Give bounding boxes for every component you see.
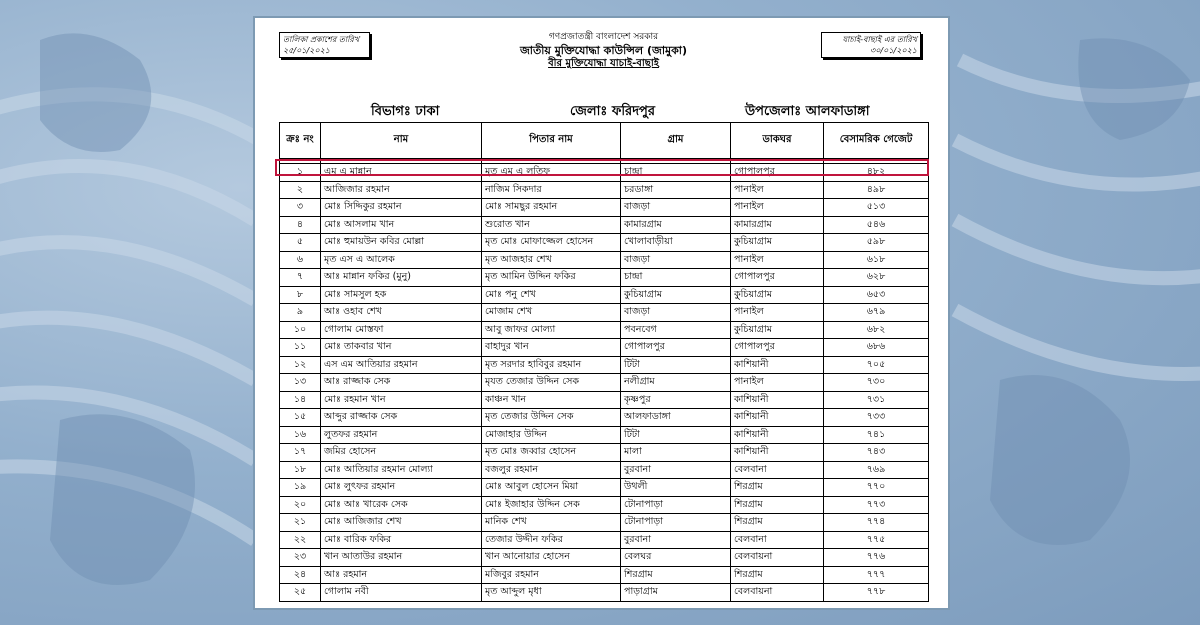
table-row [280,216,929,234]
table-row [280,566,929,584]
cell-gazette: ৭৭৪ [824,514,929,532]
cell-serial: ৮ [280,286,321,304]
cell-serial: ৪ [280,216,321,234]
cell-father-name: বজলুর রহমান [482,461,621,479]
cell-serial: ৩ [280,199,321,217]
cell-name: আঃ ওহাব শেখ [321,304,482,322]
cell-father-name: শুরোত খান [482,216,621,234]
column-header-gazette: বেসামরিক গেজেট [824,123,929,159]
cell-village: কৃষ্ণপুর [621,391,731,409]
table-row [280,391,929,409]
cell-name: মোঃ সামসুল হক [321,286,482,304]
cell-name: মোঃ তাকবার খান [321,339,482,357]
cell-post-office: কামারগ্রাম [731,216,824,234]
cell-village: খোলাবাড়ীয়া [621,234,731,252]
cell-father-name: মৃত মোঃ জব্বার হোসেন [482,444,621,462]
table-row [280,251,929,269]
cell-serial: ১৭ [280,444,321,462]
cell-serial: ২ [280,181,321,199]
cell-post-office: বেলবানা [731,461,824,479]
column-header-father-name: পিতার নাম [482,123,621,159]
cell-village: বুরবানা [621,461,731,479]
publish-date-value: ২৫/০১/২০২১ [283,46,330,55]
cell-post-office: কাশিয়ানী [731,444,824,462]
cell-post-office: কু্চিয়াগ্রাম [731,286,824,304]
cell-post-office: গোপালপুর [731,339,824,357]
verification-title: বীর মুক্তিযোদ্ধা যাচাই-বাছাই [548,58,659,69]
cell-gazette: ৭৭৬ [824,549,929,567]
cell-name: লুতফর রহমান [321,426,482,444]
cell-gazette: ৬২৮ [824,269,929,287]
cell-post-office: কাশিয়ানী [731,391,824,409]
cell-name: মৃত এস এ আলেক [321,251,482,269]
cell-village: বাজড়া [621,304,731,322]
cell-post-office: কাশিয়ানী [731,426,824,444]
cell-post-office: শিরগ্রাম [731,514,824,532]
column-header-name: নাম [321,123,482,159]
column-header-post-office: ডাকঘর [731,123,824,159]
table-row [280,584,929,602]
cell-serial: ৭ [280,269,321,287]
cell-father-name: নাজিম সিকদার [482,181,621,199]
cell-serial: ১৪ [280,391,321,409]
cell-gazette: ৭৩১ [824,391,929,409]
cell-post-office: কুচিয়াগ্রাম [731,321,824,339]
cell-father-name: মোঃ আবুল হোসেন মিয়া [482,479,621,497]
cell-village: গোপালপুর [621,339,731,357]
cell-serial: ১৮ [280,461,321,479]
cell-gazette: ৭৪৩ [824,444,929,462]
cell-village: নলীগ্রাম [621,374,731,392]
cell-serial: ২৫ [280,584,321,602]
cell-village: বুরবানা [621,531,731,549]
cell-village: কামারগ্রাম [621,216,731,234]
cell-serial: ৯ [280,304,321,322]
cell-gazette: ৫৯৮ [824,234,929,252]
cell-serial: ৬ [280,251,321,269]
cell-gazette: ৬৮২ [824,321,929,339]
cell-post-office: শিরগ্রাম [731,566,824,584]
table-row [280,549,929,567]
table-row [280,269,929,287]
cell-village: বাজড়া [621,199,731,217]
cell-village: বাজড়া [621,251,731,269]
cell-name: জমির হোসেন [321,444,482,462]
cell-gazette: ৭৭০ [824,479,929,497]
table-row [280,234,929,252]
cell-village: চান্দ্রা [621,269,731,287]
cell-village: চরডাঙ্গা [621,181,731,199]
cell-name: আব্দুর রাজ্জাক সেক [321,409,482,427]
cell-post-office: বেলবানা [731,531,824,549]
cell-post-office: পানাইল [731,251,824,269]
cell-father-name: মানিক শেখ [482,514,621,532]
cell-name: আঃ রাজ্জাক সেক [321,374,482,392]
cell-post-office: পানাইল [731,199,824,217]
council-title: জাতীয় মুক্তিযোদ্ধা কাউন্সিল (জামুকা) [519,44,688,57]
cell-post-office: গোপালপুর [731,269,824,287]
cell-gazette: ৭৩০ [824,374,929,392]
cell-village: পবনবেগ [621,321,731,339]
cell-post-office: পানাইল [731,374,824,392]
cell-father-name: মৃত আব্দুল মৃধা [482,584,621,602]
cell-father-name: আবু জাফর মোল্যা [482,321,621,339]
verification-date-value: ৩০/০১/২০২১ [870,46,917,55]
cell-post-office: গোপালপুর [731,164,824,182]
cell-name: মোঃ বারিক ফকির [321,531,482,549]
cell-village: টিটা [621,356,731,374]
table-row [280,444,929,462]
table-row [280,409,929,427]
table-row [280,199,929,217]
table-row [280,374,929,392]
cell-father-name: মোজাম শেখ [482,304,621,322]
cell-name: মোঃ আঃ খারেক সেক [321,496,482,514]
table-row [280,321,929,339]
cell-gazette: ৭৬৯ [824,461,929,479]
cell-gazette: ৭০৫ [824,356,929,374]
cell-serial: ২৩ [280,549,321,567]
cell-gazette: ৬৭৯ [824,304,929,322]
cell-village: আলফাডাঙ্গা [621,409,731,427]
cell-father-name: মৃত তেজার উদ্দিন সেক [482,409,621,427]
cell-father-name: মৃত মোঃ মোফাজ্জেল হোসেন [482,234,621,252]
cell-gazette: ৫৪৬ [824,216,929,234]
table-row [280,181,929,199]
cell-father-name: মোঃ সামছুর রহমান [482,199,621,217]
table-row [280,304,929,322]
cell-name: মোঃ রহমান খান [321,391,482,409]
cell-village: বেলঘর [621,549,731,567]
table-header-row [280,123,929,159]
cell-gazette: ৬৮৬ [824,339,929,357]
table-row [280,496,929,514]
cell-gazette: ৪৮২ [824,164,929,182]
cell-gazette: ৭৩৩ [824,409,929,427]
cell-serial: ১১ [280,339,321,357]
cell-serial: ২২ [280,531,321,549]
cell-name: আজিজার রহমান [321,181,482,199]
cell-father-name: মজিবুর রহমান [482,566,621,584]
table-row [280,479,929,497]
cell-serial: ১ [280,164,321,182]
cell-name: মোঃ হুমায়উন কবির মোল্লা [321,234,482,252]
cell-gazette: ৬৫৩ [824,286,929,304]
cell-name: গোলাম নবী [321,584,482,602]
cell-name: মোঃ সিদ্দিকুর রহমান [321,199,482,217]
cell-father-name: মৃত এম এ লতিফ [482,164,621,182]
cell-post-office: কাশিয়ানী [731,409,824,427]
cell-gazette: ৪৯৮ [824,181,929,199]
cell-village: শিরগ্রাম [621,566,731,584]
cell-post-office: কাশিয়ানী [731,356,824,374]
cell-village: টোনাপাড়া [621,496,731,514]
cell-serial: ১৬ [280,426,321,444]
cell-village: চান্দ্রা [621,164,731,182]
cell-serial: ২০ [280,496,321,514]
cell-village: পাড়াগ্রাম [621,584,731,602]
table-row [280,164,929,182]
cell-father-name: তেজার উদ্দীন ফকির [482,531,621,549]
cell-serial: ২১ [280,514,321,532]
cell-father-name: মৃত আজহার শেখ [482,251,621,269]
cell-name: এম এ মান্নান [321,164,482,182]
cell-serial: ১২ [280,356,321,374]
cell-name: গোলাম মোস্তফা [321,321,482,339]
cell-serial: ১০ [280,321,321,339]
cell-name: এস এম আতিয়ার রহমান [321,356,482,374]
cell-village: উথলী [621,479,731,497]
district-label: জেলাঃ ফরিদপুর [570,104,655,119]
cell-father-name: কাঞ্চন খান [482,391,621,409]
cell-village: মালা [621,444,731,462]
cell-father-name: বাহাদুর খান [482,339,621,357]
cell-gazette: ৭৭৭ [824,566,929,584]
cell-father-name: মোঃ ইজাহার উদ্দিন সেক [482,496,621,514]
freedom-fighter-table [279,122,929,602]
cell-post-office: শিরগ্রাম [731,496,824,514]
cell-name: আঃ মান্নান ফকির (মুনু) [321,269,482,287]
cell-gazette: ৭৭৮ [824,584,929,602]
cell-father-name: মোঃ পনু শেখ [482,286,621,304]
cell-father-name: মৃত আমিন উদ্দিন ফকির [482,269,621,287]
government-title: গণপ্রজাতন্ত্রী বাংলাদেশ সরকার [548,32,659,42]
verification-date-label: যাচাই-বাছাই এর তারিখ [842,35,917,44]
publish-date-label: তালিকা প্রকাশের তারিখ [283,35,360,44]
column-header-village: গ্রাম [621,123,731,159]
upazila-label: উপজেলাঃ আলফাডাঙ্গা [745,104,870,119]
table-row [280,339,929,357]
cell-post-office: কুচিয়াগ্রাম [731,234,824,252]
cell-gazette: ৫১৩ [824,199,929,217]
cell-name: আঃ রহমান [321,566,482,584]
table-row [280,531,929,549]
cell-gazette: ৬১৮ [824,251,929,269]
table-row [280,514,929,532]
cell-father-name: খান আনোয়ার হোসেন [482,549,621,567]
division-label: বিভাগঃ ঢাকা [371,104,440,119]
cell-serial: ১৯ [280,479,321,497]
cell-post-office: বেলবায়না [731,584,824,602]
cell-post-office: শিরগ্রাম [731,479,824,497]
cell-post-office: পানাইল [731,304,824,322]
cell-village: টোনাপাড়া [621,514,731,532]
document-page [253,16,950,610]
cell-post-office: বেলবায়না [731,549,824,567]
cell-father-name: মোজাহার উদ্দিন [482,426,621,444]
cell-name: মোঃ আজিজার শেখ [321,514,482,532]
cell-village: টিটা [621,426,731,444]
cell-gazette: ৭৭৫ [824,531,929,549]
table-row [280,356,929,374]
cell-name: মোঃ লুৎফর রহমান [321,479,482,497]
cell-serial: ১৫ [280,409,321,427]
table-row [280,461,929,479]
cell-village: কুচিয়াগ্রাম [621,286,731,304]
table-row [280,426,929,444]
cell-serial: ২৪ [280,566,321,584]
table-row [280,286,929,304]
cell-name: খান আতাউর রহমান [321,549,482,567]
cell-father-name: মৃত সরদার হাবিবুর রহমান [482,356,621,374]
column-header-serial: ক্রঃ নং [280,123,321,159]
cell-gazette: ৭৭৩ [824,496,929,514]
cell-post-office: পানাইল [731,181,824,199]
cell-gazette: ৭৪১ [824,426,929,444]
cell-name: মোঃ আতিয়ার রহমান মোল্যা [321,461,482,479]
cell-name: মোঃ আসলাম খান [321,216,482,234]
cell-serial: ৫ [280,234,321,252]
cell-serial: ১৩ [280,374,321,392]
cell-father-name: মৃযত তেজার উদ্দিন সেক [482,374,621,392]
